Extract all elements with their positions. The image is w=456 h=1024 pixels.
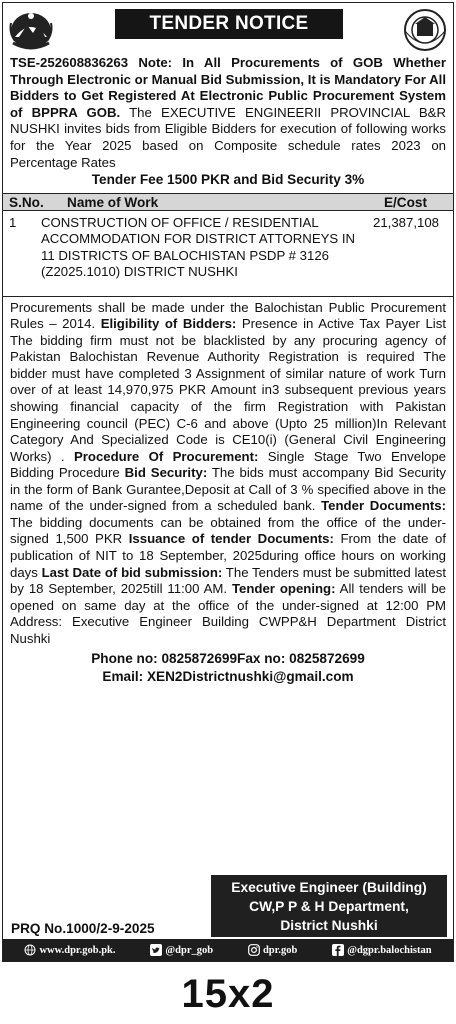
signoff-box (211, 875, 447, 937)
email: Email: XEN2Districtnushki@gmail.com (102, 669, 354, 685)
header-sno: S.No. (9, 194, 44, 210)
opening-text: All tenders will be opened on same day at the office of the under-signed at 12:00 PM Address: Executive Engineer Building CWPP&H Department District Nushki (10, 581, 446, 646)
procedure-label: Procedure Of Procurement: (73, 448, 259, 464)
notice-title: TENDER NOTICE (115, 9, 343, 39)
opening-label: Tender opening: (231, 581, 336, 597)
documents-label: Tender Documents: (321, 498, 446, 514)
security-label: Bid Security: (124, 465, 208, 481)
facebook-handle: @dgpr.balochistan (347, 944, 432, 956)
row-cost: 21,387,108 (372, 214, 439, 230)
header (3, 3, 453, 55)
procedure-text: Single Stage Two Envelope Bidding Procedure (10, 448, 446, 481)
facebook-link[interactable] (332, 944, 431, 956)
department-seal-logo-icon (401, 7, 449, 53)
tender-notice-ad (2, 2, 454, 962)
prq-number: PRQ No.1000/2-9-2025 (11, 921, 155, 936)
security-text: The bids must accompany Bid Security in the form of Bank Gurantee,Deposit at Call of 3 % specified above in the name of the under-signed from a scheduled bank. (10, 465, 446, 514)
social-footer (3, 939, 453, 961)
instagram-icon (248, 944, 260, 956)
works-table-header (3, 193, 453, 211)
ad-size-tag: 15x2 (181, 972, 275, 1016)
tender-terms (3, 297, 453, 647)
lastdate-label: Last Date of bid submission: (41, 564, 223, 580)
website-text: www.dpr.gob.pk. (39, 944, 116, 956)
website-link[interactable] (24, 944, 115, 956)
phone-fax: Phone no: 0825872699Fax no: 0825872699 (91, 651, 365, 667)
signoff-department: CW,P P & H Department, (249, 899, 409, 914)
instagram-handle: dpr.gob (262, 944, 298, 956)
intro-paragraph (3, 55, 453, 189)
header-work: Name of Work (67, 194, 159, 210)
signoff-title: Executive Engineer (Building) (231, 880, 427, 895)
lastdate-text: The Tenders must be submitted latest by 18 September, 2025till 11:00 AM. (10, 564, 446, 597)
facebook-icon (332, 944, 344, 956)
invitation-text: The EXECUTIVE ENGINEERII PROVINCIAL B&R NUSHKI invites bids from Eligible Bidders for execution of following works for the Year 2025 based on Composite schedule rates 2023 on Percentage Rates (10, 104, 447, 170)
row-work: CONSTRUCTION OF OFFICE / RESIDENTIAL ACCOMMODATION FOR DISTRICT ATTORNEYS IN 11 DISTRICTS OF BALOCHISTAN PSDP # 3126 (Z2025.1010) DISTRICT NUSHKI (41, 214, 356, 280)
eligibility-text: Presence in Active Tax Payer List The bidding firm must not be blacklisted by any procuring agency of Pakistan Balochistan Revenue Authority Registration is required The bidder must have completed 3 Assignment of similar nature of work Turn over of at least 14,970,975 PKR Amount in3 subsequent previous years showing financial capacity of the firm Registration with Pakistan Engineering council (PEC) C-6 and above (Upto 25 million)In Relevant Category And Specialized Code is CE10(i) (General Civil Engineering Works) . (10, 316, 446, 464)
eligibility-label: Eligibility of Bidders: (100, 316, 237, 332)
fee-line: Tender Fee 1500 PKR and Bid Security 3% (91, 172, 365, 188)
instagram-link[interactable] (248, 944, 297, 956)
row-sno: 1 (9, 214, 17, 230)
twitter-handle: @dpr_gob (165, 944, 214, 956)
documents-text: The bidding documents can be obtained from the office of the under-signed 1,500 PKR (10, 514, 446, 547)
contact-block (3, 650, 453, 686)
registration-note: TSE-252608836263 Note: In All Procurements of GOB Whether Through Electronic or Manual Bid Submission, It is Mandatory For All Bidders to Get Registered At Electronic Public Procurement System of BPPRA GOB. (10, 55, 446, 120)
balochistan-emblem-logo-icon (7, 7, 55, 53)
signoff-district: District Nushki (280, 918, 378, 933)
header-cost: E/Cost (383, 194, 427, 210)
issuance-label: Issuance of tender Documents: (128, 531, 334, 547)
twitter-icon (150, 944, 162, 956)
twitter-link[interactable] (150, 944, 213, 956)
table-row (3, 211, 453, 297)
rules-text: Procurements shall be made under the Balochistan Public Procurement Rules – 2014. (10, 299, 446, 332)
issuance-text: From the date of publication of NIT to 18 September, 2025during office hours on working days (10, 531, 446, 580)
globe-icon (24, 944, 36, 956)
